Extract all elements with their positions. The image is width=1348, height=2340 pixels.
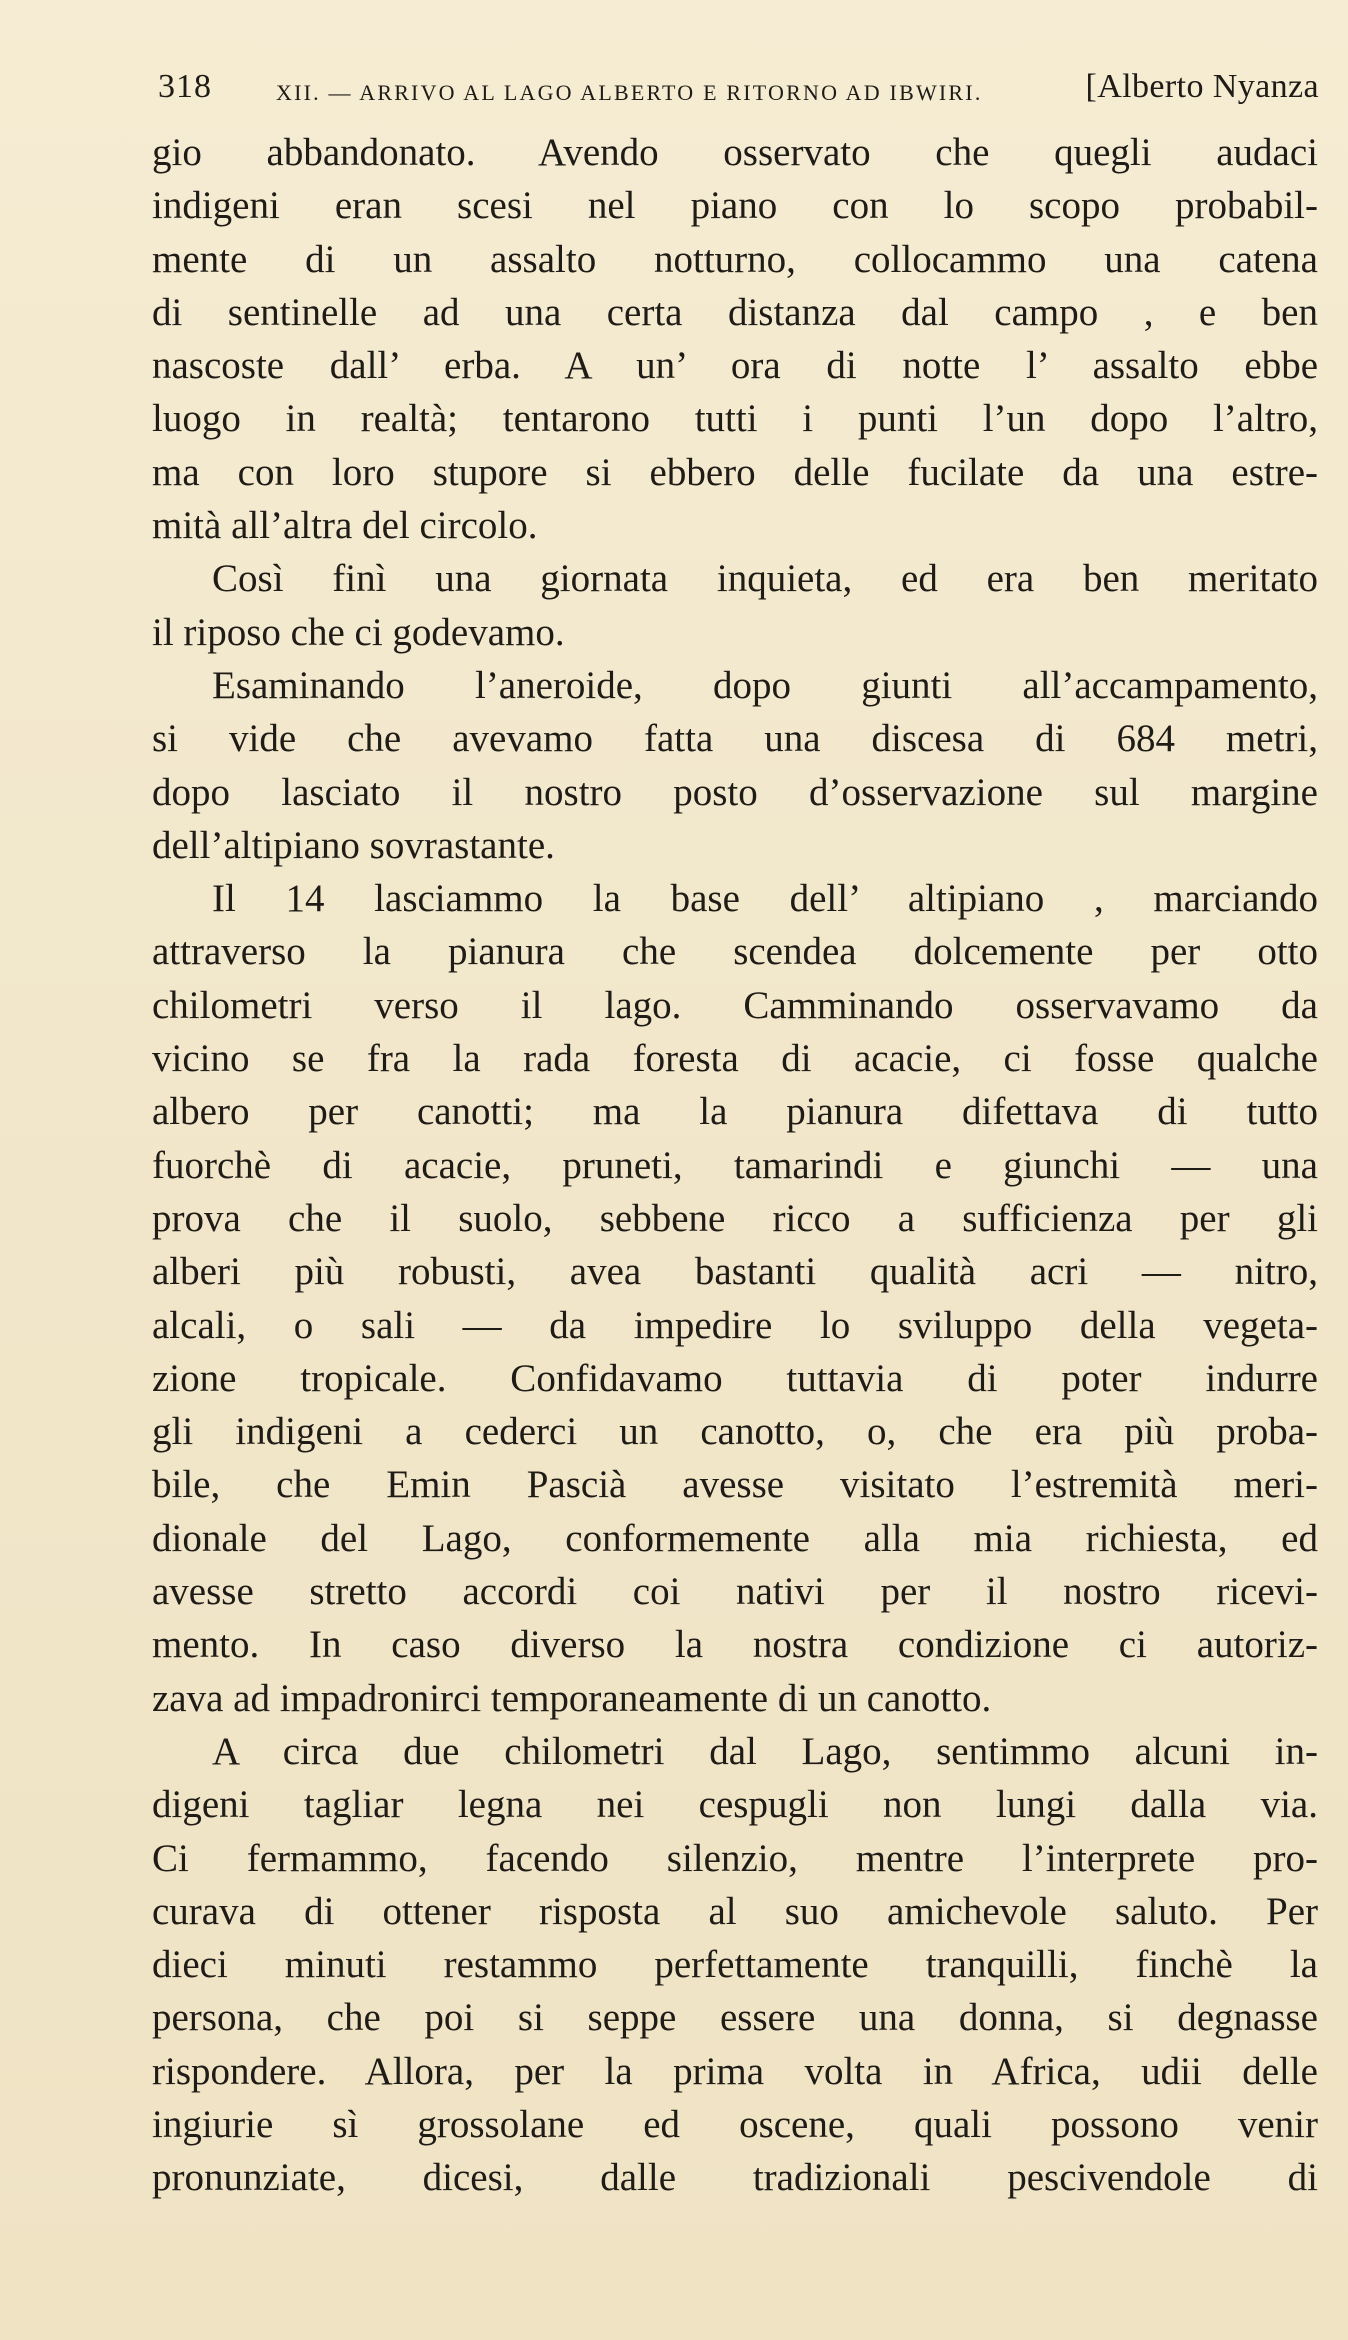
text-line: gli indigeni a cederci un canotto, o, che era più proba- [152,1410,1318,1454]
text-line: di sentinelle ad una certa distanza dal campo , e ben [152,290,1318,334]
page-number: 318 [158,68,212,105]
text-line: mità all’altra del circolo. [152,504,538,548]
text-line: rispondere. Allora, per la prima volta in Africa, udii delle [152,2049,1318,2093]
text-line: dieci minuti restammo perfettamente tranquilli, finchè la [152,1943,1318,1987]
text-line: A circa due chilometri dal Lago, sentimmo alcuni in- [212,1729,1318,1773]
text-line: alberi più robusti, avea bastanti qualità acri — nitro, [152,1250,1318,1294]
text-line: zava ad impadronirci temporaneamente di un canotto. [152,1676,992,1720]
text-line: indigeni eran scesi nel piano con lo scopo probabil- [152,184,1318,228]
text-line: zione tropicale. Confidavamo tuttavia di poter indurre [152,1356,1318,1400]
text-line: mento. In caso diverso la nostra condizione ci autoriz- [152,1623,1318,1667]
text-line: chilometri verso il lago. Camminando osservavamo da [152,983,1318,1027]
page-header [158,68,1318,128]
text-line: il riposo che ci godevamo. [152,610,565,654]
running-title: XII. — ARRIVO AL LAGO ALBERTO E RITORNO AD IBWIRI. [276,80,983,105]
text-line: avesse stretto accordi coi nativi per il nostro ricevi- [152,1570,1318,1614]
text-line: dell’altipiano sovrastante. [152,823,555,867]
text-line: mente di un assalto notturno, collocammo una catena [152,237,1318,281]
running-note: [Alberto Nyanza [1085,68,1319,105]
text-line: si vide che avevamo fatta una discesa di 684 metri, [152,717,1318,761]
text-line: gio abbandonato. Avendo osservato che quegli audaci [152,131,1318,174]
text-line: bile, che Emin Pascià avesse visitato l’estremità meri- [152,1463,1318,1507]
text-line: alcali, o sali — da impedire lo sviluppo della vegeta- [152,1303,1318,1347]
text-line: Esaminando l’aneroide, dopo giunti all’accampamento, [212,663,1318,707]
text-line: Il 14 lasciammo la base dell’ altipiano , marciando [212,877,1318,921]
text-line: pronunziate, dicesi, dalle tradizionali pescivendole di [152,2156,1318,2200]
text-line: prova che il suolo, sebbene ricco a sufficienza per gli [152,1196,1318,1240]
text-line: dionale del Lago, conformemente alla mia richiesta, ed [152,1516,1318,1560]
text-line: fuorchè di acacie, pruneti, tamarindi e giunchi — una [152,1143,1318,1187]
text-line: luogo in realtà; tentarono tutti i punti l’un dopo l’altro, [152,397,1318,441]
text-line: digeni tagliar legna nei cespugli non lungi dalla via. [152,1783,1318,1827]
text-line: Così finì una giornata inquieta, ed era ben meritato [212,557,1318,601]
text-line: Ci fermammo, facendo silenzio, mentre l’interprete pro- [152,1836,1318,1880]
text-line: nascoste dall’ erba. A un’ ora di notte l’ assalto ebbe [152,344,1318,388]
text-line: dopo lasciato il nostro posto d’osservazione sul margine [152,770,1318,814]
text-line: albero per canotti; ma la pianura difettava di tutto [152,1090,1318,1134]
body-text [152,126,1318,2205]
text-line: vicino se fra la rada foresta di acacie, ci fosse qualche [152,1037,1318,1081]
text-line: attraverso la pianura che scendea dolcemente per otto [152,930,1318,974]
text-line: ma con loro stupore si ebbero delle fucilate da una estre- [152,450,1318,494]
text-line: ingiurie sì grossolane ed oscene, quali possono venir [152,2102,1318,2146]
text-line: persona, che poi si seppe essere una donna, si degnasse [152,1996,1318,2040]
text-line: curava di ottener risposta al suo amichevole saluto. Per [152,1889,1318,1933]
